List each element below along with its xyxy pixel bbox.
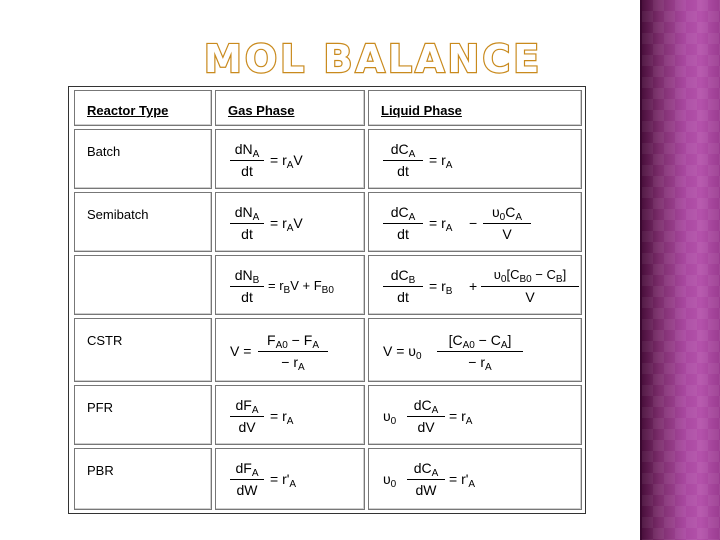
row-semibatch-b-liquid: [368, 255, 582, 315]
mol-balance-table: [68, 86, 586, 514]
row-semibatch-gas: [215, 192, 365, 252]
row-batch-type: [74, 129, 212, 189]
row-semibatch-b-gas: [215, 255, 365, 315]
header-reactor-type-label: Reactor Type: [87, 103, 169, 118]
row-batch-liquid: [368, 129, 582, 189]
decorative-side-band: [642, 0, 720, 540]
header-gas-phase-label: Gas Phase: [228, 103, 295, 118]
row-batch-gas: [215, 129, 365, 189]
reactor-type-cstr: CSTR: [87, 333, 123, 348]
pbr-liquid-equation: $\upsilon_0$ $dC_A$ dW = $r'_A$: [383, 460, 476, 498]
semibatch-gas-equation: $dN_A$ dt = $r_AV$: [230, 205, 360, 245]
cstr-gas-equation: V = $F_{A0} - F_A$ − $r_A$: [230, 333, 360, 373]
header-gas-phase: [215, 90, 365, 126]
batch-gas-fraction: $dN_A$ dt: [230, 142, 264, 182]
reactor-type-pbr: PBR: [87, 463, 114, 478]
row-pbr-gas: [215, 448, 365, 510]
row-pfr-type: [74, 385, 212, 445]
header-reactor-type: [74, 90, 212, 126]
semibatch-b-gas-equation: $dN_B$ dt = $r_BV + F_{B0}$: [230, 268, 364, 308]
row-semibatch-liquid: [368, 192, 582, 252]
pfr-liquid-equation: $\upsilon_0$ $dC_A$ dV = $r_A$: [383, 397, 473, 435]
row-pfr-gas: [215, 385, 365, 445]
semibatch-b-liquid-equation: $dC_B$ dt = $r_B$ + $\upsilon_0[C_{B0} - C_B]$ V: [383, 268, 579, 308]
pbr-gas-equation: $dF_A$ dW = $r'_A$: [230, 461, 360, 501]
reactor-type-semibatch: Semibatch: [87, 207, 149, 222]
batch-liquid-equation: $dC_A$ dt = $r_A$: [383, 142, 573, 182]
row-semibatch-type: [74, 192, 212, 252]
diamond-pattern: [642, 0, 720, 540]
semibatch-liquid-equation: $dC_A$ dt = $r_A$ − $\upsilon_0C_A$ V: [383, 205, 579, 245]
header-liquid-phase-label: Liquid Phase: [381, 103, 462, 118]
batch-gas-equation: $dN_A$ dt = $r_AV$: [230, 142, 360, 182]
reactor-type-pfr: PFR: [87, 400, 113, 415]
row-pbr-liquid: [368, 448, 582, 510]
row-cstr-type: [74, 318, 212, 382]
row-cstr-liquid: [368, 318, 582, 382]
slide-title-text: MOL BALANCE: [204, 37, 543, 81]
row-cstr-gas: [215, 318, 365, 382]
header-liquid-phase: [368, 90, 582, 126]
row-pfr-liquid: [368, 385, 582, 445]
cstr-liquid-equation: $V = \upsilon_0$ $[C_{A0} - C_A]$ − $r_A$: [383, 333, 573, 373]
row-pbr-type: [74, 448, 212, 510]
reactor-type-batch: Batch: [87, 144, 121, 159]
row-semibatch-b-type: [74, 255, 212, 315]
slide-title: [200, 36, 543, 81]
pfr-gas-equation: $dF_A$ dV = $r_A$: [230, 398, 360, 438]
